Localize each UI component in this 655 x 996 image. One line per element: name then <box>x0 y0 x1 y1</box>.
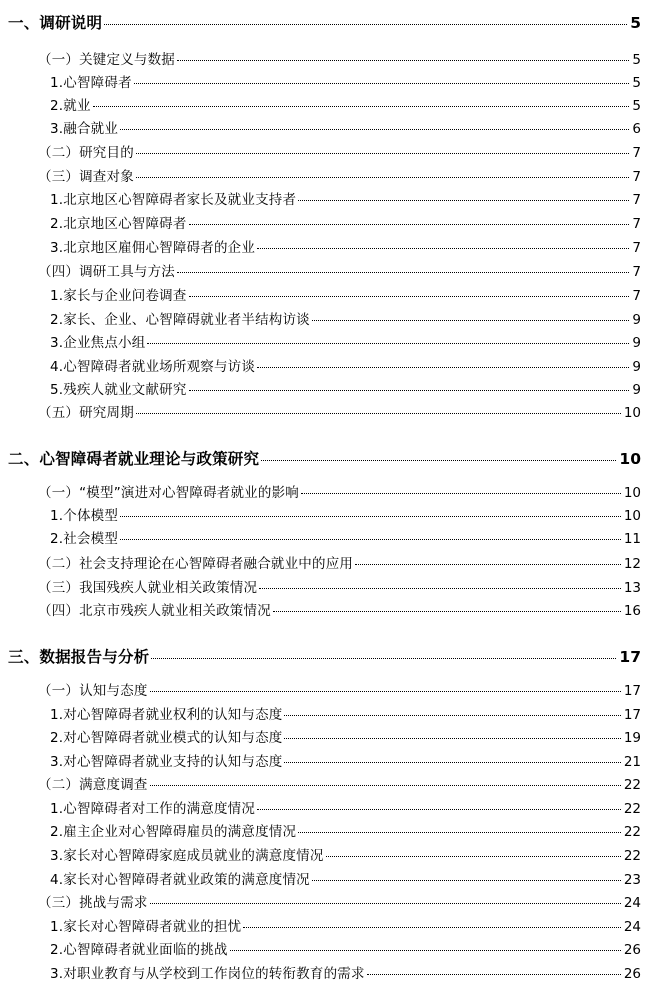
toc-entry-level-2[interactable] <box>38 404 641 422</box>
toc-entry-title: 1.家长与企业问卷调查 <box>50 288 187 304</box>
toc-entry-level-3[interactable] <box>50 97 641 115</box>
toc-entry-page-number: 26 <box>623 966 641 982</box>
toc-entry-page-number: 10 <box>619 450 641 468</box>
toc-entry-level-3[interactable] <box>50 358 641 376</box>
dot-leader <box>189 296 630 297</box>
toc-entry-page-number: 7 <box>632 264 641 280</box>
toc-entry-title: 3.北京地区雇佣心智障碍者的企业 <box>50 240 256 256</box>
toc-entry-title: 1.对心智障碍者就业权利的认知与态度 <box>50 707 283 723</box>
toc-entry-page-number: 9 <box>632 382 641 398</box>
toc-entry-page-number: 22 <box>623 824 641 840</box>
toc-entry-level-3[interactable] <box>50 381 641 399</box>
toc-entry-page-number: 26 <box>623 942 641 958</box>
dot-leader <box>147 343 629 344</box>
toc-entry-level-2[interactable] <box>38 168 641 186</box>
toc-entry-level-2[interactable] <box>38 682 641 700</box>
toc-entry-page-number: 7 <box>632 216 641 232</box>
dot-leader <box>189 390 630 391</box>
toc-entry-title: （一）认知与态度 <box>38 683 148 699</box>
toc-entry-page-number: 16 <box>623 603 641 619</box>
dot-leader <box>257 367 629 368</box>
toc-entry-title: 3.企业焦点小组 <box>50 335 146 351</box>
toc-entry-title: 一、调研说明 <box>8 14 103 32</box>
toc-entry-level-2[interactable] <box>38 776 641 794</box>
toc-entry-title: （二）满意度调查 <box>38 777 148 793</box>
toc-entry-page-number: 7 <box>632 240 641 256</box>
toc-entry-level-3[interactable] <box>50 239 641 257</box>
toc-entry-page-number: 5 <box>632 98 641 114</box>
toc-entry-level-3[interactable] <box>50 706 641 724</box>
toc-entry-page-number: 21 <box>623 754 641 770</box>
toc-entry-level-2[interactable] <box>38 602 641 620</box>
toc-entry-level-3[interactable] <box>50 871 641 889</box>
dot-leader <box>134 83 630 84</box>
toc-entry-page-number: 22 <box>623 848 641 864</box>
toc-entry-page-number: 5 <box>630 14 641 32</box>
dot-leader <box>273 611 621 612</box>
toc-entry-page-number: 6 <box>632 121 641 137</box>
toc-entry-page-number: 24 <box>623 895 641 911</box>
toc-entry-level-3[interactable] <box>50 334 641 352</box>
toc-entry-level-2[interactable] <box>38 51 641 69</box>
dot-leader <box>298 832 621 833</box>
toc-entry-title: 2.社会模型 <box>50 531 119 547</box>
dot-leader <box>230 950 621 951</box>
dot-leader <box>104 24 627 25</box>
toc-entry-title: 1.家长对心智障碍者就业的担忧 <box>50 919 242 935</box>
toc-entry-title: 3.对职业教育与从学校到工作岗位的转衔教育的需求 <box>50 966 365 982</box>
toc-entry-page-number: 24 <box>623 919 641 935</box>
toc-entry-page-number: 10 <box>623 485 641 501</box>
toc-entry-title: （四）北京市残疾人就业相关政策情况 <box>38 603 271 619</box>
toc-entry-title: 2.雇主企业对心智障碍雇员的满意度情况 <box>50 824 297 840</box>
toc-entry-level-3[interactable] <box>50 215 641 233</box>
dot-leader <box>257 248 629 249</box>
dot-leader <box>120 539 621 540</box>
toc-entry-title: （三）我国残疾人就业相关政策情况 <box>38 580 258 596</box>
dot-leader <box>312 880 621 881</box>
toc-entry-title: 3.对心智障碍者就业支持的认知与态度 <box>50 754 283 770</box>
toc-entry-page-number: 9 <box>632 359 641 375</box>
dot-leader <box>120 129 629 130</box>
toc-entry-title: （三）挑战与需求 <box>38 895 148 911</box>
toc-entry-title: 1.个体模型 <box>50 508 119 524</box>
toc-entry-title: 三、数据报告与分析 <box>8 648 150 666</box>
dot-leader <box>355 564 621 565</box>
dot-leader <box>120 516 621 517</box>
toc-entry-title: 4.家长对心智障碍者就业政策的满意度情况 <box>50 872 310 888</box>
toc-entry-page-number: 7 <box>632 288 641 304</box>
toc-entry-title: （四）调研工具与方法 <box>38 264 175 280</box>
dot-leader <box>367 974 621 975</box>
toc-entry-level-2[interactable] <box>38 484 641 502</box>
dot-leader <box>150 903 621 904</box>
toc-entry-page-number: 17 <box>623 707 641 723</box>
dot-leader <box>284 738 620 739</box>
dot-leader <box>298 200 629 201</box>
toc-entry-page-number: 9 <box>632 312 641 328</box>
dot-leader <box>284 762 620 763</box>
toc-entry-level-1[interactable] <box>8 13 641 33</box>
toc-entry-title: （一）关键定义与数据 <box>38 52 175 68</box>
dot-leader <box>284 715 620 716</box>
toc-entry-level-3[interactable] <box>50 311 641 329</box>
toc-entry-page-number: 11 <box>623 531 641 547</box>
toc-entry-title: 2.心智障碍者就业面临的挑战 <box>50 942 228 958</box>
dot-leader <box>259 588 621 589</box>
dot-leader <box>257 809 621 810</box>
dot-leader <box>136 413 621 414</box>
toc-entry-title: （二）研究目的 <box>38 145 134 161</box>
toc-entry-title: 2.就业 <box>50 98 91 114</box>
toc-entry-level-1[interactable] <box>8 449 641 469</box>
dot-leader <box>312 320 630 321</box>
toc-entry-level-3[interactable] <box>50 918 641 936</box>
toc-entry-level-3[interactable] <box>50 74 641 92</box>
toc-entry-page-number: 13 <box>623 580 641 596</box>
toc-entry-page-number: 12 <box>623 556 641 572</box>
dot-leader <box>136 177 630 178</box>
dot-leader <box>150 785 621 786</box>
toc-entry-page-number: 9 <box>632 335 641 351</box>
dot-leader <box>189 224 630 225</box>
toc-entry-level-3[interactable] <box>50 530 641 548</box>
toc-entry-title: 二、心智障碍者就业理论与政策研究 <box>8 450 260 468</box>
toc-entry-level-3[interactable] <box>50 965 641 983</box>
toc-entry-title: 5.残疾人就业文献研究 <box>50 382 187 398</box>
dot-leader <box>177 272 629 273</box>
toc-entry-level-3[interactable] <box>50 823 641 841</box>
toc-entry-title: 2.对心智障碍者就业模式的认知与态度 <box>50 730 283 746</box>
toc-entry-page-number: 7 <box>632 169 641 185</box>
toc-entry-title: 1.北京地区心智障碍者家长及就业支持者 <box>50 192 297 208</box>
toc-entry-level-3[interactable] <box>50 753 641 771</box>
toc-entry-level-3[interactable] <box>50 729 641 747</box>
toc-entry-title: 3.家长对心智障碍家庭成员就业的满意度情况 <box>50 848 324 864</box>
toc-entry-level-1[interactable] <box>8 647 641 667</box>
toc-entry-level-3[interactable] <box>50 507 641 525</box>
toc-entry-level-2[interactable] <box>38 579 641 597</box>
toc-entry-title: （一）“模型”演进对心智障碍者就业的影响 <box>38 485 299 501</box>
toc-entry-title: （二）社会支持理论在心智障碍者融合就业中的应用 <box>38 556 354 572</box>
toc-entry-page-number: 17 <box>623 683 641 699</box>
toc-entry-level-3[interactable] <box>50 847 641 865</box>
toc-entry-page-number: 22 <box>623 801 641 817</box>
toc-entry-page-number: 23 <box>623 872 641 888</box>
dot-leader <box>151 658 616 659</box>
toc-entry-page-number: 17 <box>619 648 641 666</box>
toc-entry-level-3[interactable] <box>50 941 641 959</box>
dot-leader <box>243 927 620 928</box>
toc-entry-page-number: 10 <box>623 508 641 524</box>
toc-entry-level-3[interactable] <box>50 191 641 209</box>
toc-entry-title: 2.北京地区心智障碍者 <box>50 216 187 232</box>
toc-entry-title: 1.心智障碍者对工作的满意度情况 <box>50 801 256 817</box>
toc-entry-level-3[interactable] <box>50 800 641 818</box>
toc-entry-level-3[interactable] <box>50 287 641 305</box>
toc-entry-page-number: 10 <box>623 405 641 421</box>
toc-entry-level-2[interactable] <box>38 263 641 281</box>
toc-entry-level-2[interactable] <box>38 894 641 912</box>
dot-leader <box>93 106 630 107</box>
toc-entry-title: 4.心智障碍者就业场所观察与访谈 <box>50 359 256 375</box>
toc-entry-title: （三）调查对象 <box>38 169 134 185</box>
toc-entry-title: 1.心智障碍者 <box>50 75 132 91</box>
toc-entry-level-2[interactable] <box>38 555 641 573</box>
toc-entry-level-3[interactable] <box>50 120 641 138</box>
dot-leader <box>326 856 621 857</box>
dot-leader <box>150 691 621 692</box>
toc-entry-page-number: 5 <box>632 52 641 68</box>
dot-leader <box>261 460 616 461</box>
toc-entry-page-number: 19 <box>623 730 641 746</box>
dot-leader <box>136 153 630 154</box>
toc-entry-page-number: 5 <box>632 75 641 91</box>
toc-entry-page-number: 7 <box>632 192 641 208</box>
dot-leader <box>301 493 621 494</box>
toc-entry-level-2[interactable] <box>38 144 641 162</box>
toc-entry-page-number: 7 <box>632 145 641 161</box>
toc-entry-page-number: 22 <box>623 777 641 793</box>
toc-entry-title: 2.家长、企业、心智障碍就业者半结构访谈 <box>50 312 310 328</box>
toc-entry-title: （五）研究周期 <box>38 405 134 421</box>
dot-leader <box>177 60 629 61</box>
toc-entry-title: 3.融合就业 <box>50 121 119 137</box>
